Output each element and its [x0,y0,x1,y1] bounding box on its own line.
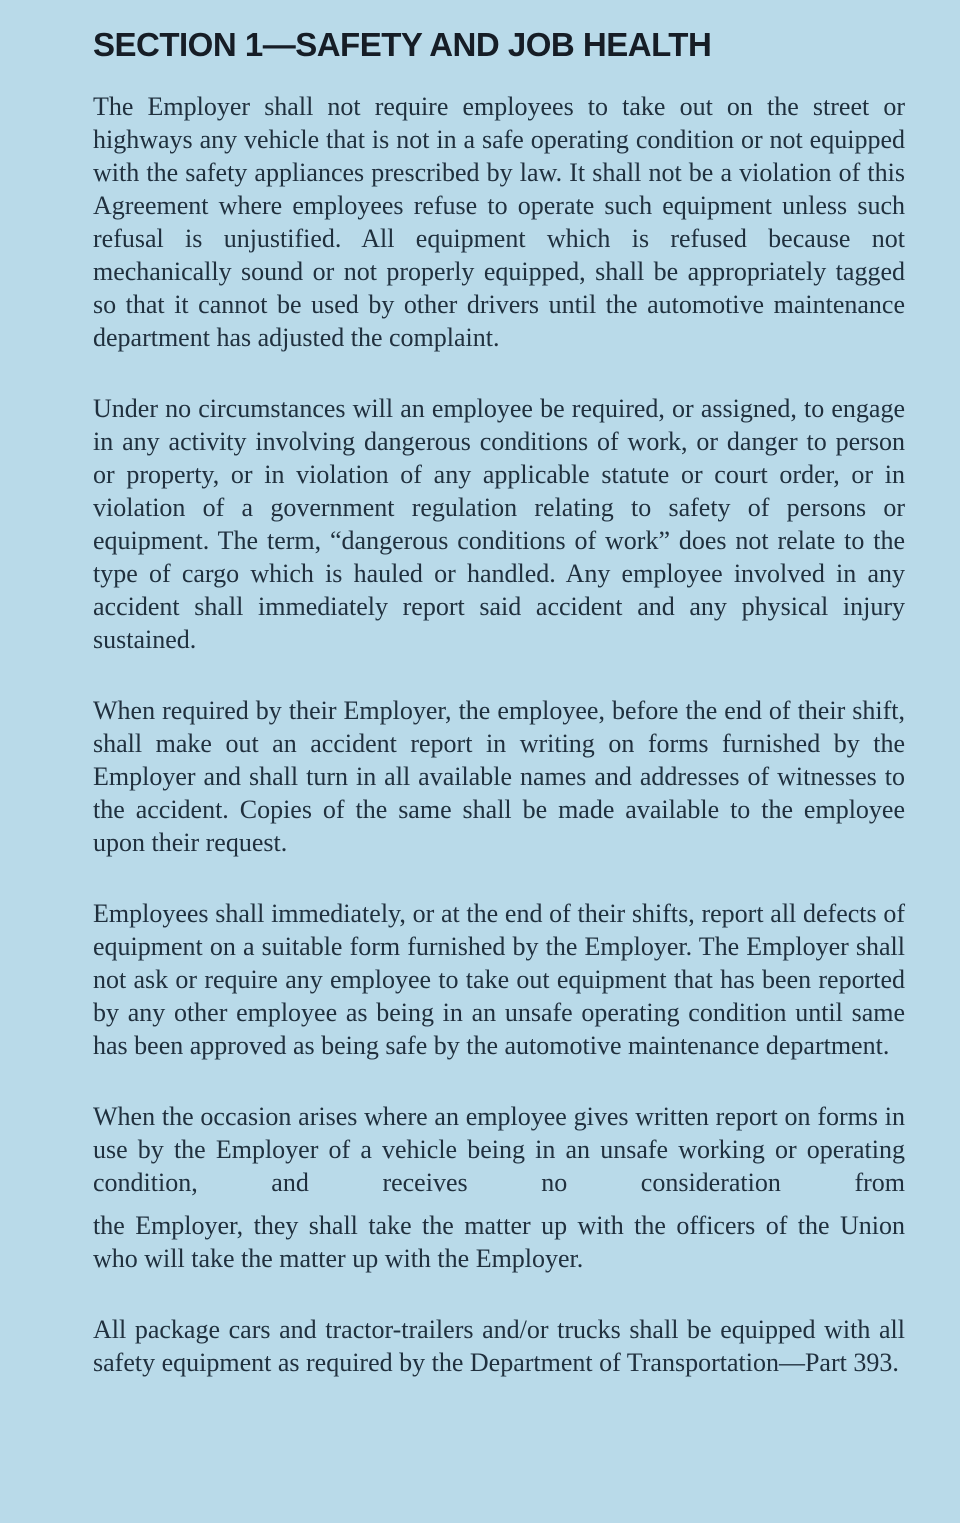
paragraph-safety-vehicle-condition: The Employer shall not require employees to take out on the street or highways any vehicle that is not in a safe operating condition or not equipped with the safety appliances prescribed by law. It shall not be a violation of this Agreement where employees refuse to operate such equipment unless such refusal is unjustified. All equipment which is refused because not mechanically sound or not properly equipped, shall be appropriately tagged so that it cannot be used by other drivers until the automotive maintenance department has adjusted the complaint. [93,92,905,352]
paragraph-written-report-upper: When the occasion arises where an employee gives written report on forms in use by the Employer of a vehicle being in an unsafe working or operating condition, and receives no consideration from [93,1102,905,1197]
paragraph-accident-report: When required by their Employer, the employee, before the end of their shift, shall make out an accident report in writing on forms furnished by the Employer and shall turn in all available names and addresses of witnesses to the accident. Copies of the same shall be made available to the employee upon their request. [93,696,905,857]
section-heading: SECTION 1—SAFETY AND JOB HEALTH [93,26,712,63]
paragraph-equipment-defects: Employees shall immediately, or at the end of their shifts, report all defects of equipment on a suitable form furnished by the Employer. The Employer shall not ask or require any employee to take out equipment that has been reported by any other employee as being in an unsafe operating condition until same has been approved as being safe by the automotive maintenance department. [93,899,905,1060]
paragraph-written-report-lower: the Employer, they shall take the matter up with the officers of the Union who will take the matter up with the Employer. [93,1211,905,1273]
paragraph-dangerous-conditions: Under no circumstances will an employee be required, or assigned, to engage in any activity involving dangerous conditions of work, or danger to person or property, or in violation of any applicable statute or court order, or in violation of a government regulation relating to safety of persons or equipment. The term, “dangerous conditions of work” does not relate to the type of cargo which is hauled or handled. Any employee involved in any accident shall immediately report said accident and any physical injury sustained. [93,394,905,654]
paragraph-dot-part-393: All package cars and tractor-trailers and/or trucks shall be equipped with all safety equipment as required by the Department of Transportation—Part 393. [93,1315,905,1377]
